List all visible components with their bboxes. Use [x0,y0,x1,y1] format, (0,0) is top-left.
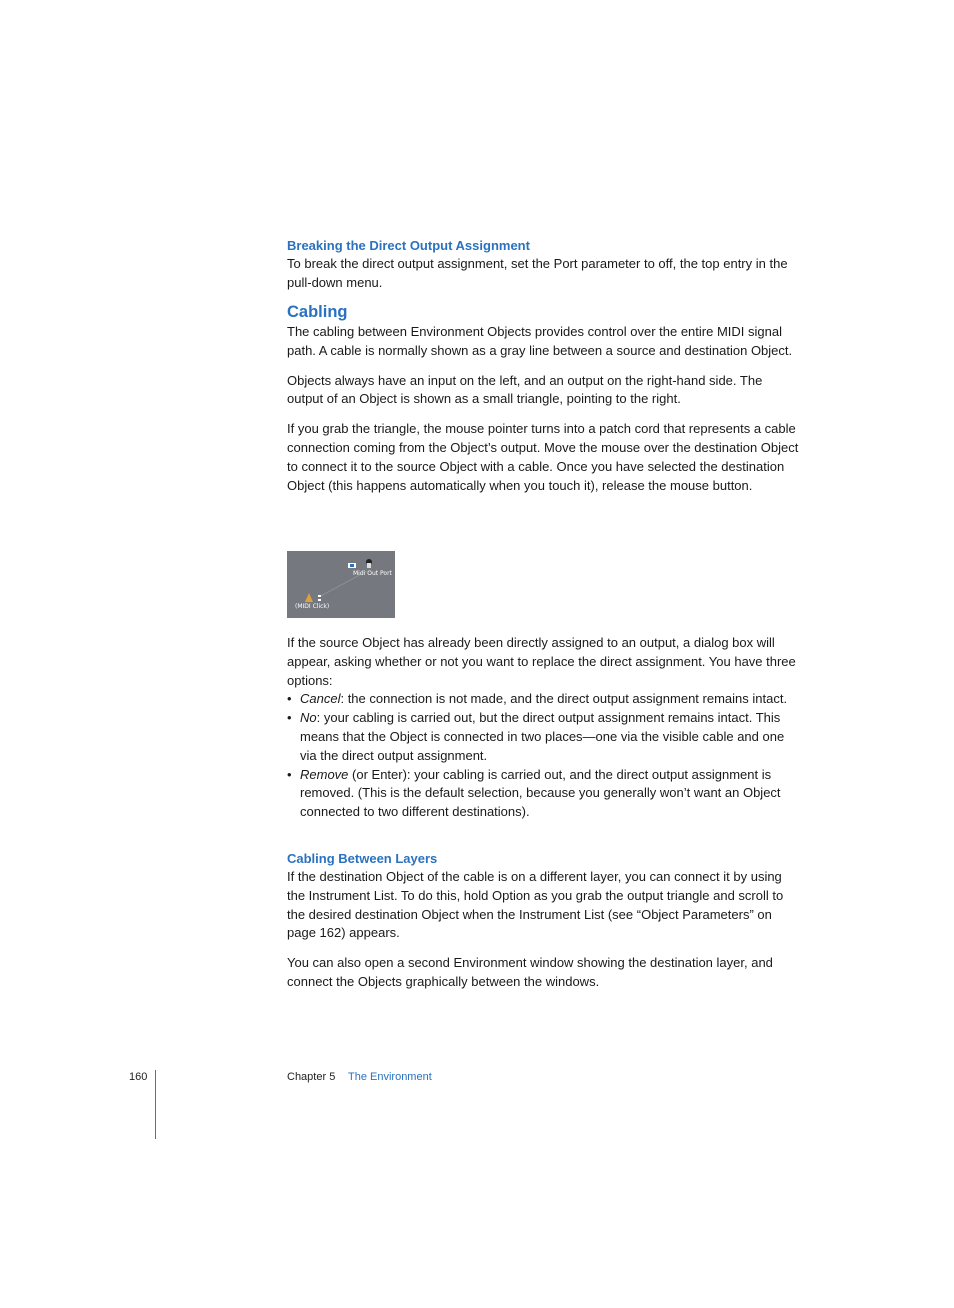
list-item [287,690,799,709]
body-paragraph: You can also open a second Environment window showing the destination layer, and connect the Objects graphically between the windows. [287,955,773,989]
bullet-icon: • [287,766,292,782]
option-text: : your cabling is carried out, but the direct output assignment remains intact. This means that the Object is connected in two places—one via the visible cable and one via the direct output assignment. [300,710,785,763]
section-cabling-between-layers [287,850,799,992]
page-number: 160 [129,1071,148,1083]
list-item [287,709,799,765]
body-paragraph: If the source Object has already been directly assigned to an output, a dialog box will appear, asking whether or not you want to replace the direct assignment. You have three options: [287,635,796,688]
body-paragraph: If the destination Object of the cable is on a different layer, you can connect it by using the Instrument List. To do this, hold Option as you grab the output triangle and scroll to the desired destination Object when the Instrument List (see “Object Parameters” on page 162) appears. [287,869,784,941]
bullet-icon: • [287,691,292,707]
section-cabling [287,301,799,495]
bullet-icon: • [287,710,292,726]
body-paragraph: If you grab the triangle, the mouse pointer turns into a patch cord that represents a cable connection coming from the Object’s output. Move the mouse over the destination Object to connect it to the source Object with a cable. Once you have selected the destination Object (this happens automatically when you touch it), release the mouse button. [287,421,799,493]
chapter-title-link[interactable]: The Environment [348,1071,432,1083]
section-breaking-direct-output [287,237,799,293]
environment-cable-figure [287,551,395,618]
metronome-icon [305,593,313,602]
body-paragraph: To break the direct output assignment, set the Port parameter to off, the top entry in the pull-down menu. [287,256,788,290]
footer-divider [155,1070,156,1139]
chapter-label: Chapter 5 [287,1071,336,1083]
midi-out-port-label: Midi Out Port [353,570,392,577]
section-cabling-options [287,634,799,822]
subheading: Breaking the Direct Output Assignment [287,238,530,253]
list-item [287,766,799,822]
option-term: Cancel [300,691,341,707]
option-text: (or Enter): your cabling is carried out, and the direct output assignment is removed. (This is the default selection, because you generally won’t want an Object connected to two different destinations). [300,766,781,820]
option-text: : the connection is not made, and the direct output assignment remains intact. [340,691,788,707]
option-term: Remove [300,766,349,782]
option-term: No [300,710,317,726]
body-paragraph: The cabling between Environment Objects provides control over the entire MIDI signal path. A cable is normally shown as a gray line between a source and destination Object. [287,324,793,358]
subheading: Cabling Between Layers [287,851,438,866]
options-list [287,690,799,822]
midi-click-label: (MIDI Click) [295,603,330,610]
section-heading: Cabling [287,303,348,321]
body-paragraph: Objects always have an input on the left, and an output on the right-hand side. The output of an Object is shown as a small triangle, pointing to the right. [287,372,763,407]
